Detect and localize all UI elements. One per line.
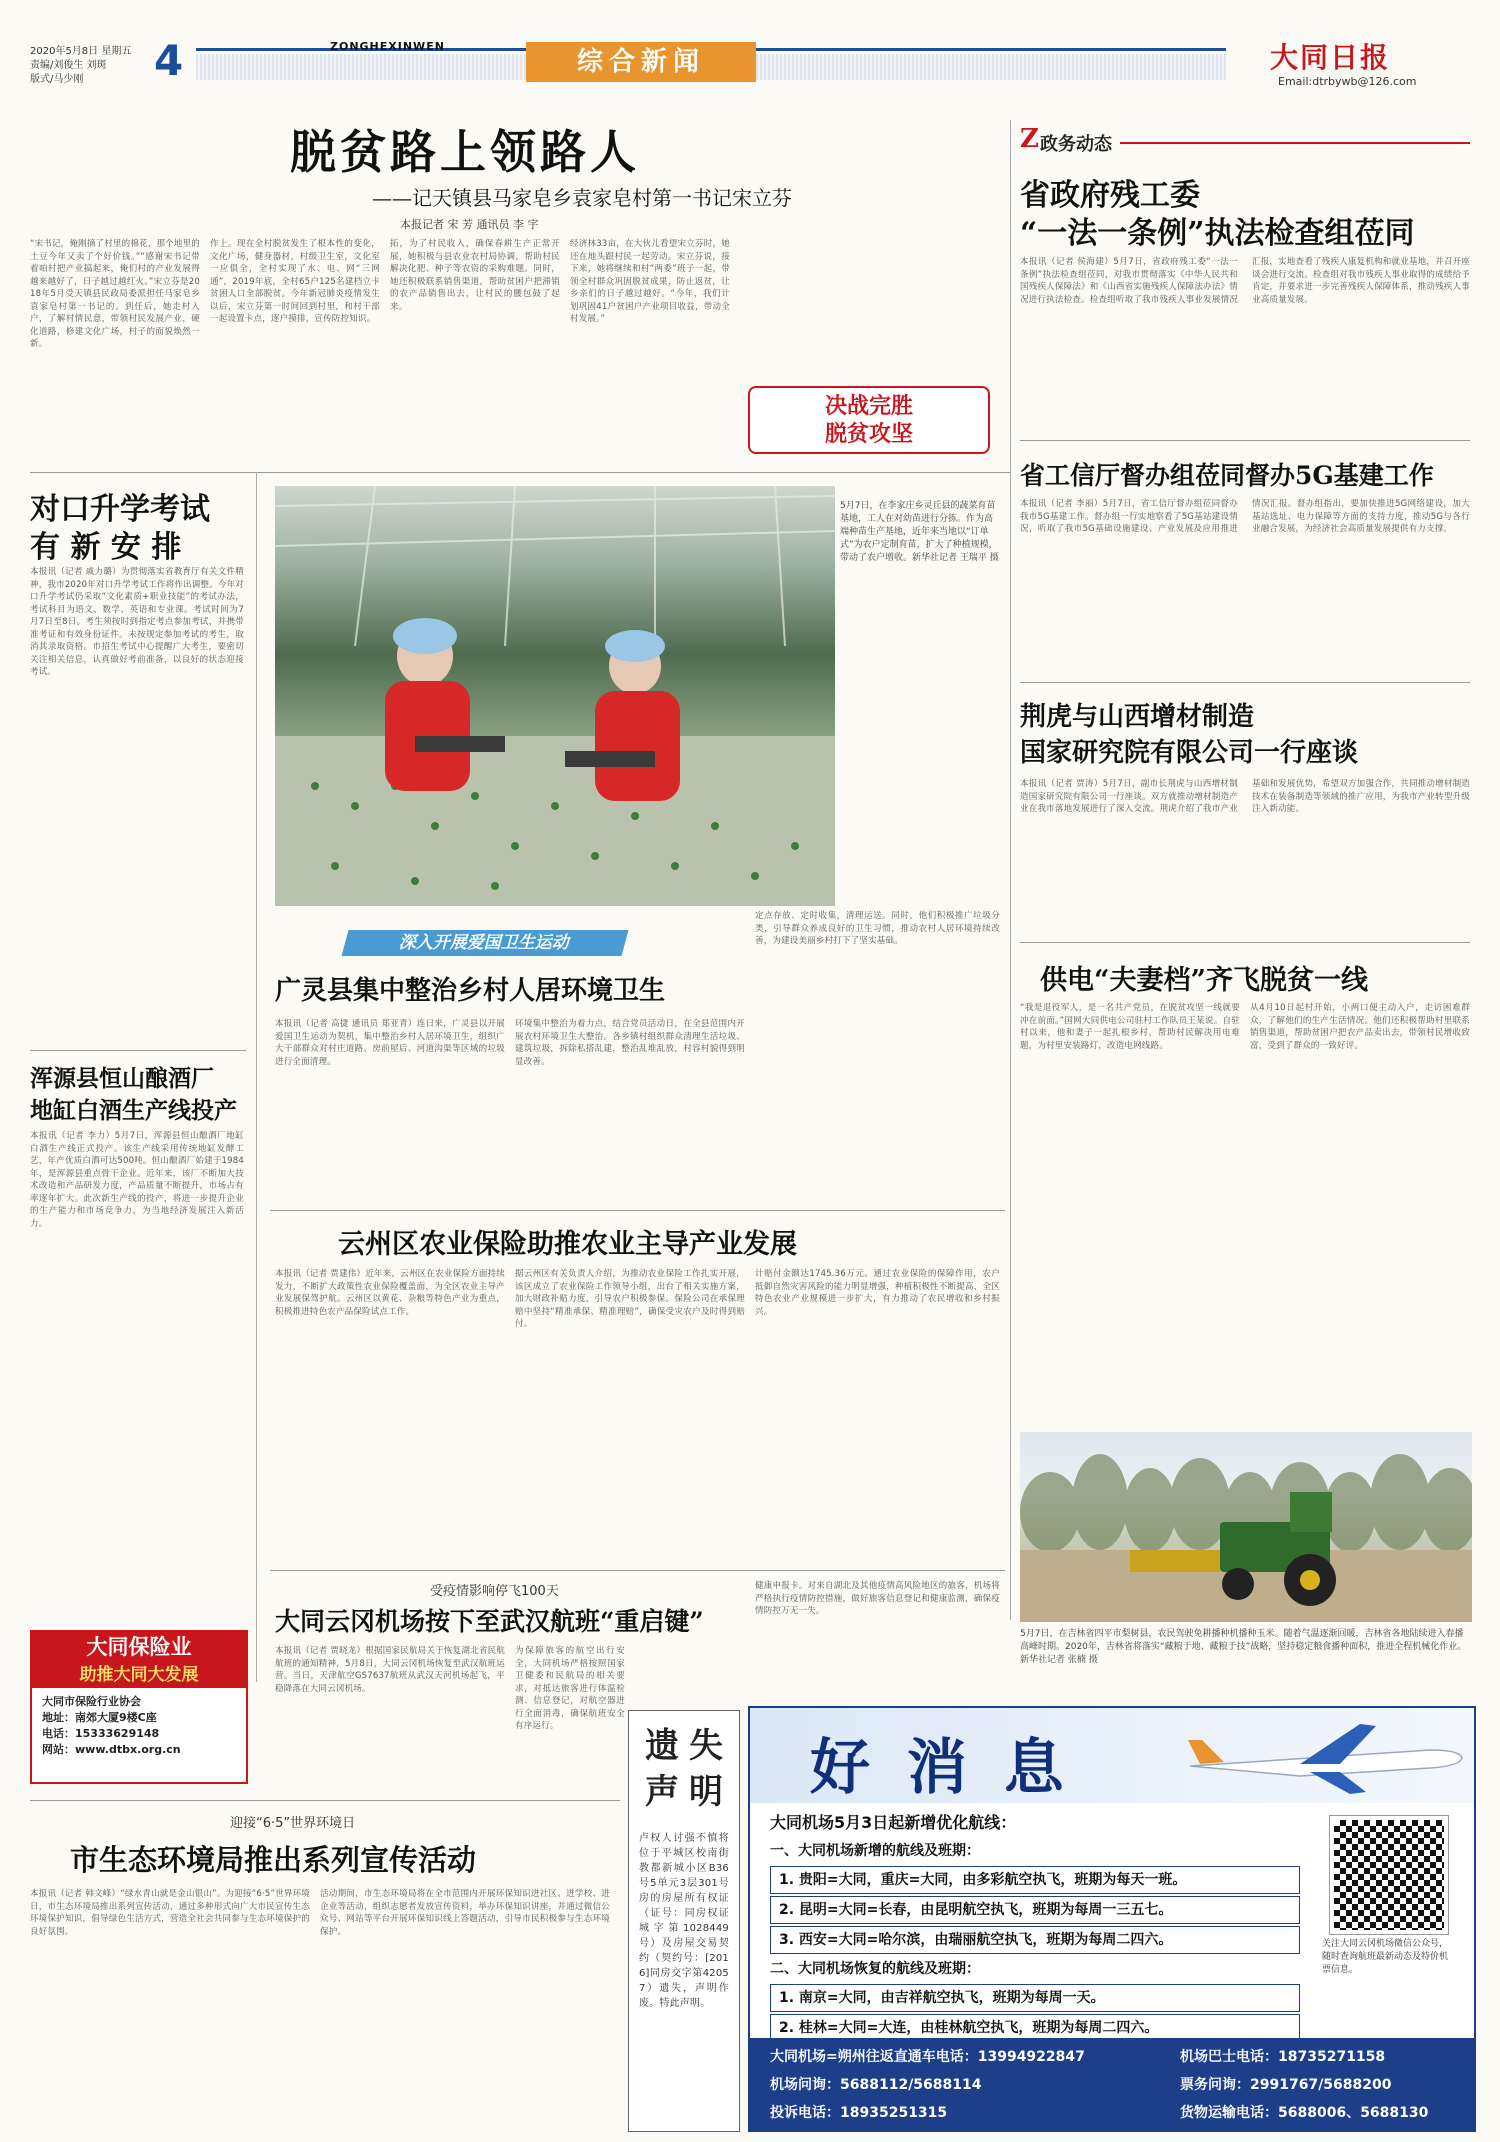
insurance-ad (30, 1630, 248, 1784)
guangling-title: 广灵县集中整治乡村人居环境卫生 (275, 976, 666, 1006)
masthead-rule-right (756, 48, 1226, 51)
airport-col-2: 为保障旅客的航空出行安全，大同机场严格按照国家卫健委和民航局的相关要求，对抵达旅客进行体温检测、信息登记，对航空器进行全面消毒，确保航班安全有序运行。 (515, 1646, 625, 1731)
gn-footer-2a: 机场问询：5688112/5688114 (770, 2077, 982, 2093)
liquor-title-2: 地缸白酒生产线投产 (30, 1097, 237, 1124)
couple-col-2: 从4月10日起村开始，小两口便主动入户，走访困难群众，了解他们的生产生活情况。他们还积极帮助村里联系销售渠道，帮助贫困户把农产品卖出去，带领村民增收致富，受到了群众的一致好评。 (1250, 1003, 1470, 1051)
greenhouse-illustration (275, 486, 835, 906)
gn-route-2: 2. 昆明=大同=长春，由昆明航空执飞，班期为每周一三五七。 (770, 1896, 1300, 1924)
airport-kicker: 受疫情影响停飞100天 (430, 1584, 559, 1599)
guangling-col-3: 定点存放、定时收集，清理运送。同时，他们积极推广垃圾分类，引导群众养成良好的卫生习惯，推动农村人居环境持续改善，为建设美丽乡村打下了坚实基础。 (755, 911, 1000, 946)
rule-gov-3 (1020, 942, 1470, 943)
gn-route-1: 1. 贵阳=大同，重庆=大同，由多彩航空执飞，班期为每天一班。 (770, 1866, 1300, 1894)
gov-a3-text: 本报讯（记者 贾涛）5月7日，副市长荆虎与山西增材制造国家研究院有限公司一行座谈。双方就推动增材制造产业在我市落地发展进行了深入交流。荆虎介绍了我市产业基础和发展优势，希望双方加强合作，共同推动增材制造技术在装备制造等领域的推广应用，为我市产业转型升级注入新动能。 (1020, 779, 1470, 814)
eco-col-1: 本报讯（记者 韩文峰）“绿水青山就是金山银山”。为迎接“6·5”世界环境日，市生态环境局推出系列宣传活动，通过多种形式向广大市民宣传生态环境保护知识，倡导绿色生活方式，营造全社会共同参与生态环境保护的良好氛围。 (30, 1889, 310, 1937)
lost-char-2: 失 (689, 1726, 723, 1766)
insurance-title: 云州区农业保险助推农业主导产业发展 (338, 1229, 797, 1260)
lead-subtitle: ——记天镇县马家皂乡袁家皂村第一书记宋立芬 (372, 186, 792, 210)
airport-col-3: 健康申报卡。对来自湖北及其他疫情高风险地区的旅客，机场将严格执行疫情防控措施，做好旅客信息登记和健康监测，确保疫情防控万无一失。 (755, 1581, 1000, 1616)
poverty-badge (748, 386, 990, 454)
insurance-col-2: 据云州区有关负责人介绍，为推动农业保险工作扎实开展，该区成立了农业保险工作领导小组，出台了相关实施方案，加大财政补贴力度，引导农户积极参保。保险公司在承保理赔中坚持“精准承保、精准理赔”，确保受灾农户及时得到赔付。 (515, 1269, 745, 1329)
ad-line-1: 大同保险业 (32, 1632, 246, 1662)
lead-col-3: 拓，为了村民收入，确保春耕生产正常开展，她积极与县农业农村局协调，帮助村民解决化肥、种子等农资的采购难题。同时，她还积极联系销售渠道，帮助贫困户把滞销的农产品销售出去，让村民的腰包鼓了起来。 (390, 239, 560, 312)
couple-title: 供电“夫妻档”齐飞脱贫一线 (1040, 965, 1369, 996)
eco-col-2: 活动期间，市生态环境局将在全市范围内开展环保知识进社区、进学校、进企业等活动，组织志愿者发放宣传资料，举办环保知识讲座，并通过微信公众号、网站等平台开展环保知识线上答题活动，引导市民积极参与生态环境保护。 (320, 1889, 610, 1937)
gov-section-mark: Z (1020, 124, 1039, 154)
insurance-col-1: 本报讯（记者 贾建伟）近年来，云州区在农业保险方面持续发力，不断扩大政策性农业保险覆盖面，为全区农业主导产业发展保驾护航。云州区以黄花、杂粮等特色产业为重点，积极推进特色农产品保险试点工作。 (275, 1269, 505, 1317)
date-line: 2020年5月8日 星期五 (30, 46, 132, 57)
gn-footer-1a: 大同机场=朔州往返直通车电话：13994922847 (770, 2049, 1085, 2065)
rule-exam (30, 1050, 246, 1051)
rule-lead (30, 472, 1010, 473)
patriotic-tag: 深入开展爱国卫生运动 (342, 930, 629, 956)
badge-line-1: 决战完胜 (824, 393, 913, 419)
liquor-title-1: 浑源县恒山酿酒厂 (30, 1065, 214, 1092)
rule-eco (30, 1800, 620, 1801)
gov-a1-title-1: 省政府残工委 (1020, 178, 1200, 213)
guangling-col-2: 环境集中整治为着力点，结合党员活动日，在全县范围内开展农村环境卫生大整治。各乡镇村组织群众清理生活垃圾、建筑垃圾，拆除私搭乱建，整治乱堆乱放，村容村貌得到明显改善。 (515, 1019, 745, 1067)
lost-notice (628, 1710, 740, 2132)
lead-col-4: 经济林33亩，在大伙儿看望宋立芬时，她还在地头跟村民一起劳动。宋立芬说，接下来，她将继续和村“两委”班子一起，带领全村群众巩固脱贫成果，防止返贫，让乡亲们的日子越过越好。“今年，我们计划巩固41户贫困户产业项目收益，带动全村发展。” (570, 239, 730, 324)
lost-char-4: 明 (689, 1772, 723, 1812)
airplane-icon (1180, 1714, 1470, 1800)
gov-a3-title-2: 国家研究院有限公司一行座谈 (1020, 738, 1359, 768)
vrule-right (1010, 120, 1011, 1620)
lead-byline: 本报记者 宋 芳 通讯员 李 宇 (400, 218, 539, 231)
rule-gov-1 (1020, 440, 1470, 441)
gn-footer-1b: 机场巴士电话：18735271158 (1180, 2049, 1386, 2065)
exam-text: 本报讯（记者 戚力璐）为贯彻落实省教育厅有关文件精神，我市2020年对口升学考试工作将作出调整。今年对口升学考试仍采取“文化素质+职业技能”的考试办法，考试科目为语文、数学、英语和专业课。考试时间为7月7日至8日。考生须按时到指定考点参加考试，并携带准考证和有效身份证件。未按规定参加考试的考生，取消其录取资格。市招生考试中心提醒广大考生，要密切关注相关信息，认真做好考前准备，以良好的状态迎接考试。 (30, 567, 244, 677)
gn-route-5: 2. 桂林=大同=大连，由桂林航空执飞，班期为每周二四六。 (770, 2014, 1300, 2042)
eco-kicker: 迎接“6·5”世界环境日 (230, 1816, 356, 1831)
liquor-text: 本报讯（记者 李力）5月7日，浑源县恒山酿酒厂地缸白酒生产线正式投产。该生产线采用传统地缸发酵工艺，年产优质白酒可达500吨。恒山酿酒厂始建于1984年，是浑源县重点骨干企业。近年来，该厂不断加大技术改造和产品研发力度，产品质量不断提升，市场占有率逐年扩大。此次新生产线的投产，将进一步提升企业的生产能力和市场竞争力，为当地经济发展注入新活力。 (30, 1131, 244, 1229)
qr-code-icon (1330, 1816, 1448, 1934)
badge-line-2: 脱贫攻坚 (824, 421, 913, 447)
photo1-caption: 5月7日，在李家庄乡灵丘县的蔬菜育苗基地，工人在对幼苗进行分拣。作为高端种苗生产基地，近年来当地以“订单式”为农户定制育苗，扩大了种植规模，带动了农户增收。新华社记者 王瑞平 摄 (840, 501, 999, 563)
exam-title-1: 对口升学考试 (30, 492, 210, 527)
gov-a3-title-1: 荆虎与山西增材制造 (1020, 702, 1255, 732)
layout-line: 版式/马少刚 (30, 74, 84, 85)
ad-info-1: 大同市保险行业协会 (42, 1695, 141, 1708)
editor-line: 责编/刘俊生 刘斑 (30, 60, 107, 71)
pinyin-label: ZONGHEXINWEN (330, 40, 445, 53)
gn-section-2: 二、大同机场恢复的航线及班期： (770, 1961, 980, 1977)
gn-route-4: 1. 南京=大同，由吉祥航空执飞，班期为每周一天。 (770, 1984, 1300, 2012)
gn-headline: 大同机场5月3日起新增优化航线： (770, 1813, 1017, 1832)
masthead-pattern (196, 54, 526, 80)
ad-info-2: 地址：南郊大厦9楼C座 (42, 1711, 157, 1724)
ad-line-2: 助推大同大发展 (32, 1662, 246, 1688)
tractor-illustration (1020, 1432, 1472, 1622)
good-news-title: 好 消 息 (810, 1733, 1072, 1803)
gov-a2-text: 本报讯（记者 李丽）5月7日，省工信厅督办组莅同督办我市5G基建工作。督办组一行实地察看了5G基站建设情况，听取了我市5G基础设施建设、产业发展及应用推进情况汇报。督办组指出，要加快推进5G网络建设，加大基站选址、电力保障等方面的支持力度，推动5G与各行业融合发展，为经济社会高质量发展提供有力支撑。 (1020, 499, 1470, 534)
gn-footer-3a: 投诉电话：18935251315 (770, 2105, 948, 2121)
gov-a2-title: 省工信厅督办组莅同督办5G基建工作 (1020, 461, 1434, 490)
rule-guangling (270, 1210, 1005, 1211)
masthead-pattern-right (756, 54, 1226, 80)
lost-char-3: 声 (645, 1772, 679, 1812)
lead-col-2: 作上。现在全村脱贫发生了根本性的变化，文化广场，健身器材，村级卫生室，文化室一应俱全，全村实现了水、电、网“三网通”，2019年底，全村65户125名建档立卡贫困人口全部脱贫。今年新冠肺炎疫情发生以后，宋立芬第一时间回到村里，和村干部一起设置卡点，逐户摸排，宣传防控知识。 (210, 239, 380, 324)
gov-a1-text: 本报讯（记者 侯海建）5月7日，省政府残工委“一法一条例”执法检查组莅同，对我市贯彻落实《中华人民共和国残疾人保障法》和《山西省实施残疾人保障法办法》情况进行执法检查。检查组听取了我市残疾人事业发展情况汇报，实地查看了残疾人康复机构和就业基地，并召开座谈会进行交流。检查组对我市残疾人事业取得的成绩给予肯定，并要求进一步完善残疾人保障体系，推动残疾人事业高质量发展。 (1020, 257, 1470, 305)
airport-title: 大同云冈机场按下至武汉航班“重启键” (275, 1607, 704, 1636)
rule-gov-2 (1020, 682, 1470, 683)
insurance-col-3: 计赔付金额达1745.36万元。通过农业保险的保障作用，农户抵御自然灾害风险的能力明显增强，种植积极性不断提高，全区特色农业产业规模进一步扩大，有力推动了农民增收和乡村振兴。 (755, 1269, 1000, 1317)
email: Email:dtrbywb@126.com (1278, 75, 1417, 88)
lost-char-1: 遗 (645, 1726, 679, 1766)
gn-route-3: 3. 西安=大同=哈尔滨，由瑞丽航空执飞，班期为每周二四六。 (770, 1926, 1300, 1954)
eco-title: 市生态环境局推出系列宣传活动 (70, 1843, 477, 1877)
rule-insurance (270, 1570, 1005, 1571)
exam-title-2: 有 新 安 排 (30, 530, 182, 565)
lead-title: 脱贫路上领路人 (290, 125, 640, 179)
airport-col-1: 本报讯（记者 贾晓龙）根据国家民航局关于恢复湖北省民航航班的通知精神，5月8日，大同云冈机场恢复至武汉航班运营。当日，天津航空GS7637航班从武汉天河机场起飞，平稳降落在大同云冈机场。 (275, 1646, 505, 1694)
gn-footer-3b: 货物运输电话：5688006、5688130 (1180, 2105, 1429, 2121)
gov-section-title: 政务动态 (1040, 134, 1112, 155)
vrule-left (256, 472, 257, 1682)
page-number: 4 (154, 36, 184, 85)
section-banner: 综合新闻 (526, 42, 756, 82)
tractor-photo (1020, 1432, 1472, 1622)
couple-col-1: “我是退役军人，是一名共产党员，在脱贫攻坚一线就要冲在前面。”国网大同供电公司驻村工作队员王某说。自驻村以来，他和妻子一起扎根乡村，帮助村民解决用电难题，为村里安装路灯，改造电网线路。 (1020, 1003, 1240, 1051)
gov-a1-title-2: “一法一条例”执法检查组莅同 (1020, 216, 1415, 251)
lead-col-1: “宋书记，俺刚摘了村里的棉花，那个地里的土豆今年又卖了个好价钱。”“感谢宋书记带着咱村把产业搞起来，俺们村的产业发展得越来越好了，日子越过越红火。”宋立芬是2018年5月受天镇县民政局委派担任马家皂乡袁家皂村第一书记的。到任后，她走村入户，了解村情民意，带领村民发展产业，硬化道路，修建文化广场，村子的面貌焕然一新。 (30, 239, 200, 349)
qr-caption: 关注大同云冈机场微信公众号，随时查询航班最新动态及特价机票信息。 (1322, 1939, 1449, 1975)
paper-logo: 大同日报 (1270, 41, 1391, 74)
greenhouse-photo (275, 486, 835, 906)
good-news-ad (748, 1706, 1476, 2132)
photo2-caption: 5月7日，在吉林省四平市梨树县，农民驾驶免耕播种机播种玉米。随着气温逐渐回暖，吉林省各地陆续进入春播高峰时期。2020年，吉林省将落实“藏粮于地、藏粮于技”战略，坚持稳定粮食播种面积，推进全程机械化作业。新华社记者 张楠 摄 (1020, 1629, 1467, 1665)
gn-footer-2b: 票务问询：2991767/5688200 (1180, 2077, 1392, 2093)
lost-text: 卢权人讨强不慎将位于平城区校南街教都新城小区B36号5单元3层301号房的房屋所有权证（证号：同房权证城字第1028449号）及房屋交易契约（契约号：[2016]同房交字第42057）遗失，声明作废。特此声明。 (639, 1833, 729, 2009)
gn-section-1: 一、大同机场新增的航线及班期： (770, 1843, 980, 1859)
good-news-footer (750, 2038, 1474, 2130)
ad-info-3: 电话：15333629148 (42, 1727, 160, 1740)
ad-info-4: 网站：www.dtbx.org.cn (42, 1743, 181, 1756)
guangling-col-1: 本报讯（记者 高捷 通讯员 郑亚青）连日来，广灵县以开展爱国卫生运动为契机，集中整治乡村人居环境卫生，组织广大干部群众对村庄道路、房前屋后、河道沟渠等区域的垃圾进行全面清理。 (275, 1019, 505, 1067)
gov-section-rule (1120, 142, 1470, 144)
